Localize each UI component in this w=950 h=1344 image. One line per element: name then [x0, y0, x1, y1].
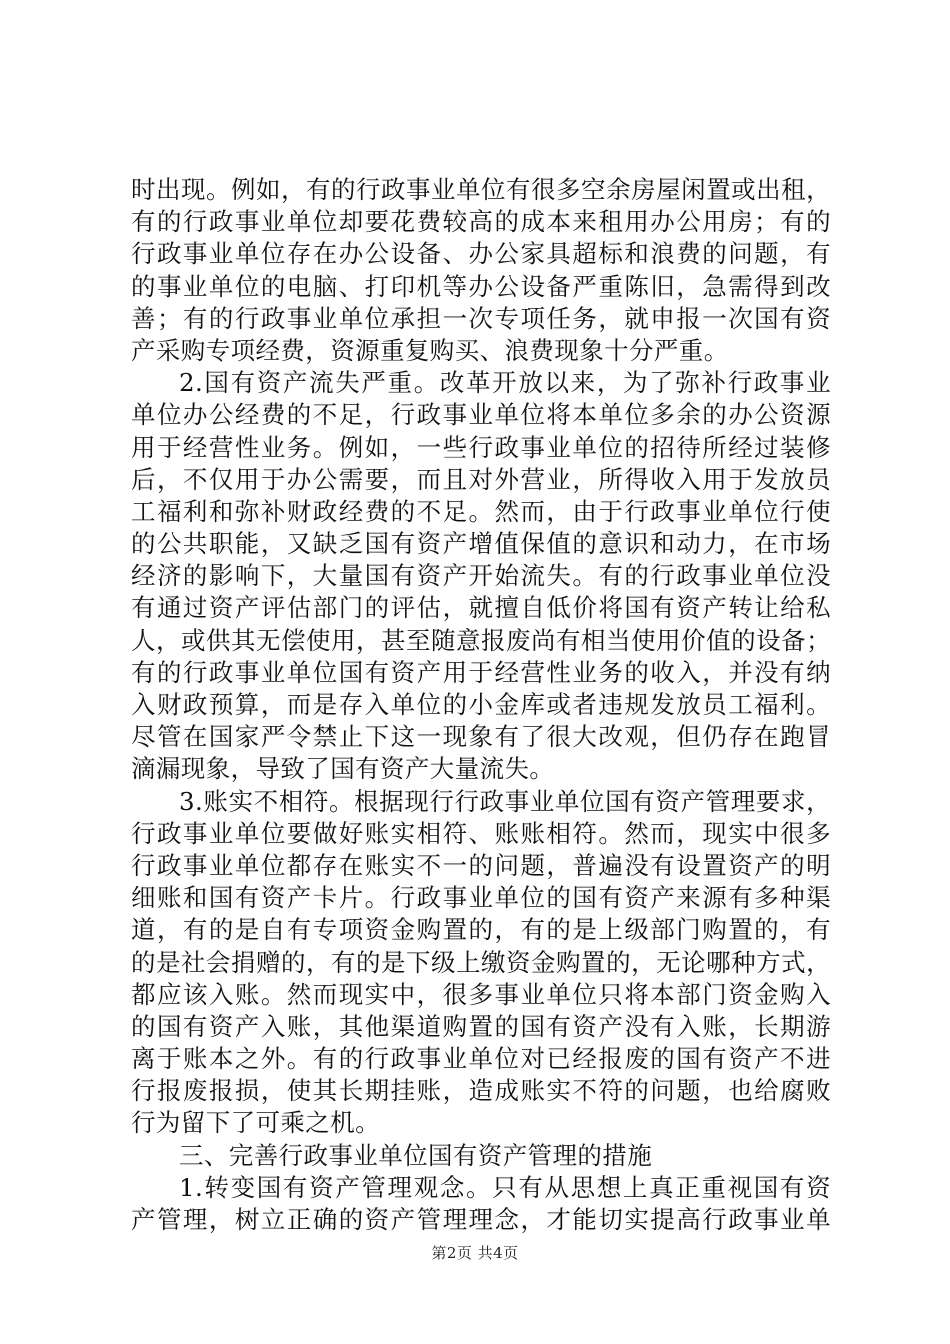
text-line: 单位办公经费的不足，行政事业单位将本单位多余的办公资源: [131, 400, 831, 430]
text-line: 尽管在国家严令禁止下这一现象有了很大改观，但仍存在跑冒: [131, 722, 831, 752]
text-line: 细账和国有资产卡片。行政事业单位的国有资产来源有多种渠: [131, 883, 831, 913]
text-line: 2.国有资产流失严重。改革开放以来，为了弥补行政事业: [179, 368, 831, 398]
text-line: 行为留下了可乘之机。: [131, 1108, 380, 1138]
body-text: [131, 174, 831, 1236]
text-line: 有的行政事业单位却要花费较高的成本来租用办公用房；有的: [131, 207, 831, 237]
text-line: 都应该入账。然而现实中，很多事业单位只将本部门资金购入: [131, 979, 831, 1009]
text-line: 善；有的行政事业单位承担一次专项任务，就申报一次国有资: [131, 303, 831, 333]
text-line: 离于账本之外。有的行政事业单位对已经报废的国有资产不进: [131, 1044, 831, 1074]
text-line: 时出现。例如，有的行政事业单位有很多空余房屋闲置或出租，: [131, 175, 831, 204]
text-line: 人，或供其无偿使用，甚至随意报废尚有相当使用价值的设备；: [131, 625, 831, 655]
text-line: 入财政预算，而是存入单位的小金库或者违规发放员工福利。: [131, 690, 831, 719]
text-line: 的是社会捐赠的，有的是下级上缴资金购置的，无论哪种方式，: [131, 947, 831, 977]
text-line: 产采购专项经费，资源重复购买、浪费现象十分严重。: [131, 335, 729, 365]
text-line: 的国有资产入账，其他渠道购置的国有资产没有入账，长期游: [131, 1011, 831, 1041]
text-line: 后，不仅用于办公需要，而且对外营业，所得收入用于发放员: [131, 464, 831, 494]
text-line: 行政事业单位存在办公设备、办公家具超标和浪费的问题，有: [131, 239, 831, 269]
page-number-footer: 第2页 共4页: [431, 1244, 519, 1262]
text-line: 经济的影响下，大量国有资产开始流失。有的行政事业单位没: [131, 561, 831, 591]
text-line: 3.账实不相符。根据现行行政事业单位国有资产管理要求，: [179, 786, 831, 816]
text-line: 工福利和弥补财政经费的不足。然而，由于行政事业单位行使: [131, 496, 831, 526]
text-line: 行政事业单位要做好账实相符、账账相符。然而，现实中很多: [131, 818, 831, 848]
section-heading: 三、完善行政事业单位国有资产管理的措施: [179, 1140, 653, 1170]
text-line: 有的行政事业单位国有资产用于经营性业务的收入，并没有纳: [131, 657, 831, 687]
text-line: 产管理，树立正确的资产管理理念，才能切实提高行政事业单: [131, 1205, 831, 1234]
text-line: 道，有的是自有专项资金购置的，有的是上级部门购置的，有: [131, 915, 831, 945]
text-line: 1.转变国有资产管理观念。只有从思想上真正重视国有资: [179, 1172, 831, 1202]
text-line: 有通过资产评估部门的评估，就擅自低价将国有资产转让给私: [131, 593, 831, 623]
text-line: 行报废报损，使其长期挂账，造成账实不符的问题，也给腐败: [131, 1076, 831, 1106]
text-line: 的公共职能，又缺乏国有资产增值保值的意识和动力，在市场: [131, 529, 831, 559]
text-line: 用于经营性业务。例如，一些行政事业单位的招待所经过装修: [131, 432, 831, 462]
text-line: 的事业单位的电脑、打印机等办公设备严重陈旧，急需得到改: [131, 271, 831, 301]
text-line: 行政事业单位都存在账实不一的问题，普遍没有设置资产的明: [131, 850, 831, 880]
text-line: 滴漏现象，导致了国有资产大量流失。: [131, 754, 555, 784]
